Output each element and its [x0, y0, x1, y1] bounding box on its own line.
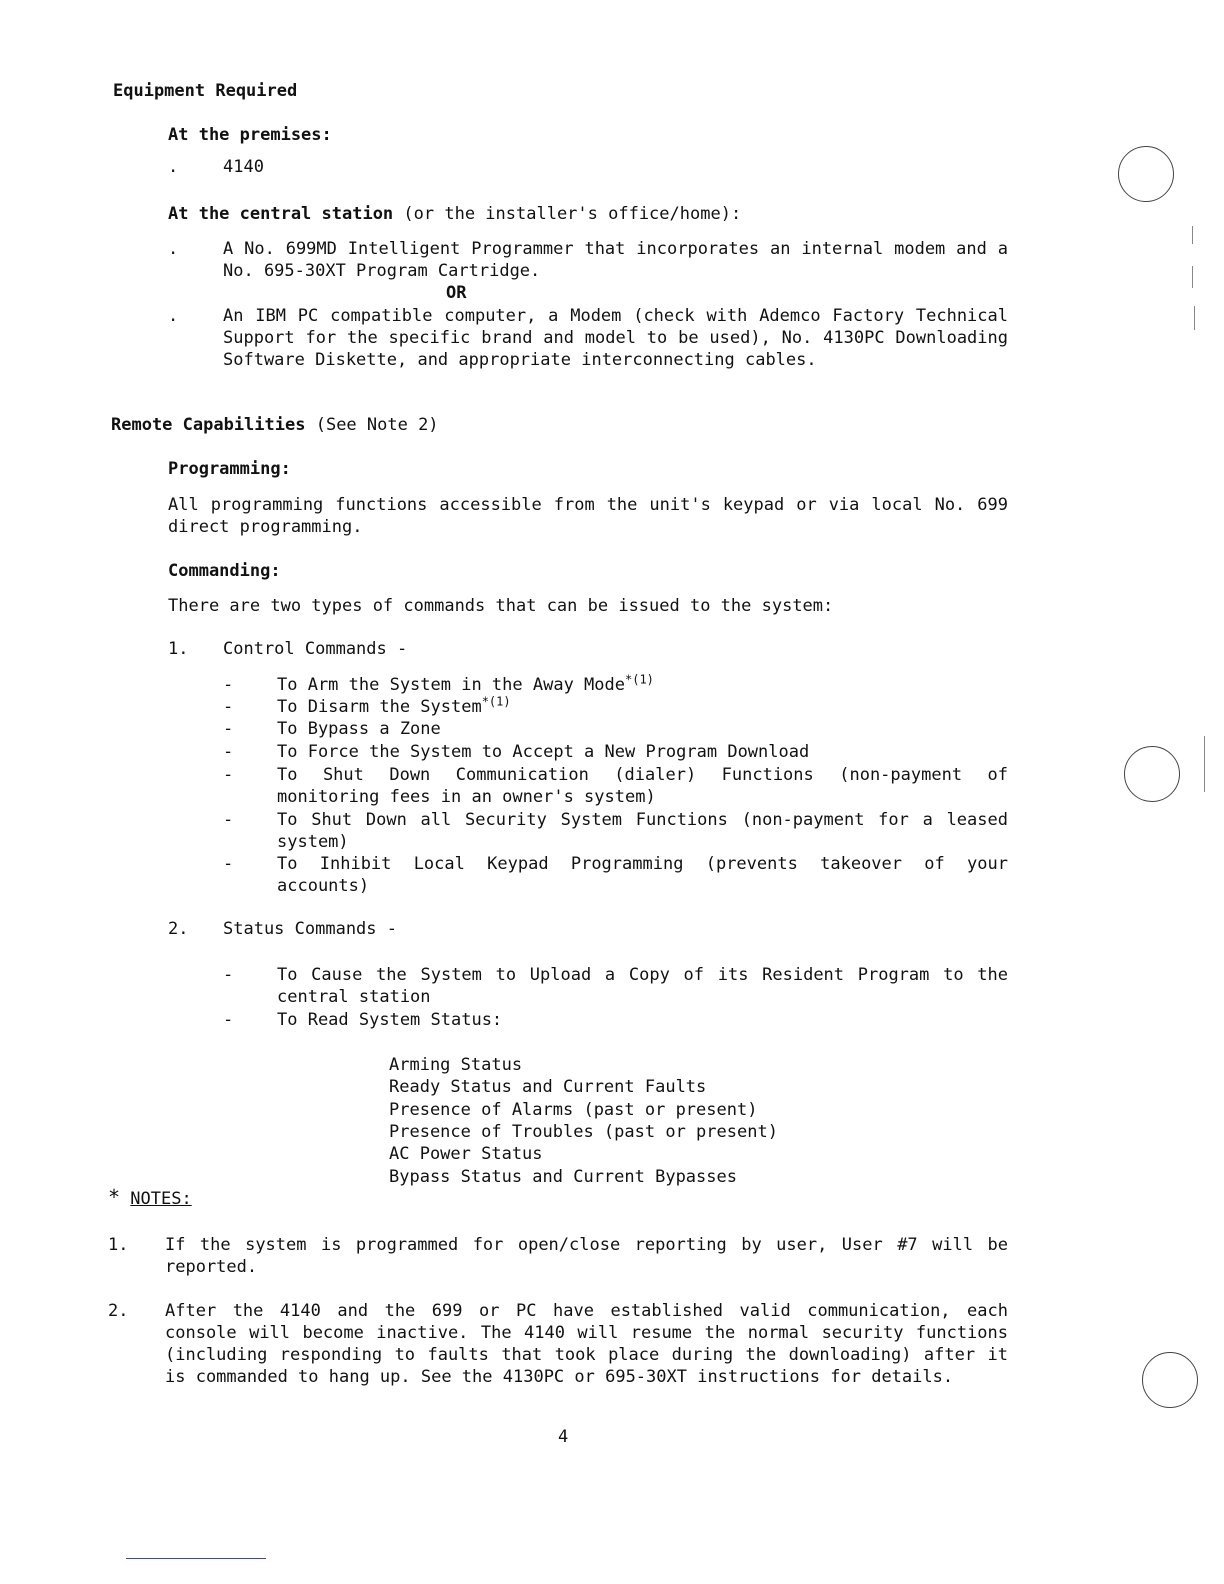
note-2-text: After the 4140 and the 699 or PC have established valid communication, each console will become inactive. The 4140 will resume the normal security functions (including responding to faults that took place during the downloading) after it is commanded to hang up. See the 4130PC or 695-30XT instructions for details. — [165, 1301, 1008, 1387]
note-1-text: If the system is programmed for open/close reporting by user, User #7 will be reported. — [165, 1235, 1008, 1277]
status-dash-1: - — [223, 1010, 234, 1030]
remote-heading: Remote Capabilities — [111, 415, 306, 435]
note-1-number: 1. — [108, 1235, 129, 1255]
control-item-5: To Shut Down all Security System Functions (non-payment for a leased system) — [277, 810, 1008, 852]
margin-mark-4 — [1204, 736, 1205, 792]
control-dash-0: - — [223, 675, 234, 695]
status-label: Status Commands - — [223, 919, 397, 939]
status-list-item-5: Bypass Status and Current Bypasses — [389, 1167, 737, 1187]
equipment-heading: Equipment Required — [113, 81, 298, 101]
status-item-1: To Read System Status: — [277, 1010, 503, 1030]
status-list-item-3: Presence of Troubles (past or present) — [389, 1122, 778, 1142]
notes-heading: NOTES: — [130, 1189, 192, 1209]
central-bullet-1: . — [168, 239, 179, 259]
central-suffix: (or the installer's office/home): — [403, 204, 742, 224]
note-2-number: 2. — [108, 1301, 129, 1321]
margin-mark-2 — [1192, 266, 1193, 288]
programming-text: All programming functions accessible from the unit's keypad or via local No. 699 direct programming. — [168, 495, 1008, 537]
status-number: 2. — [168, 919, 189, 939]
status-list-item-4: AC Power Status — [389, 1144, 543, 1164]
central-item-2: An IBM PC compatible computer, a Modem (check with Ademco Factory Technical Support for the specific brand and model to be used), No. 4130PC Downloading Software Diskette, and appropriate interconnecting cables. — [223, 306, 1008, 370]
control-item-3: To Force the System to Accept a New Program Download — [277, 742, 810, 762]
commanding-label: Commanding: — [168, 561, 281, 581]
status-list-item-1: Ready Status and Current Faults — [389, 1077, 707, 1097]
control-item-0-mark: *(1) — [625, 672, 654, 687]
remote-heading-suffix: (See Note 2) — [315, 415, 439, 435]
control-item-4: To Shut Down Communication (dialer) Functions (non-payment of monitoring fees in an owner's system) — [277, 765, 1008, 807]
control-dash-2: - — [223, 719, 234, 739]
commanding-text: There are two types of commands that can be issued to the system: — [168, 596, 834, 616]
status-item-0: To Cause the System to Upload a Copy of its Resident Program to the central station — [277, 965, 1008, 1007]
premises-label: At the premises: — [168, 125, 332, 145]
status-list-item-0: Arming Status — [389, 1055, 523, 1075]
binder-hole-bottom — [1142, 1352, 1198, 1408]
notes-heading-line — [108, 1186, 192, 1210]
control-dash-6: - — [223, 854, 234, 874]
footer-rule — [126, 1558, 266, 1559]
control-item-0 — [277, 674, 654, 696]
control-dash-3: - — [223, 742, 234, 762]
control-item-1-text: To Disarm the System — [277, 697, 482, 717]
premises-bullet: . — [168, 157, 179, 177]
margin-mark-1 — [1192, 226, 1193, 244]
central-line — [168, 203, 741, 225]
remote-heading-line — [111, 414, 439, 436]
central-label: At the central station — [168, 204, 394, 224]
control-dash-4: - — [223, 765, 234, 785]
control-item-6: To Inhibit Local Keypad Programming (prevents takeover of your accounts) — [277, 854, 1008, 896]
control-dash-5: - — [223, 810, 234, 830]
programming-label: Programming: — [168, 459, 291, 479]
central-bullet-2: . — [168, 306, 179, 326]
control-label: Control Commands - — [223, 639, 408, 659]
control-item-0-text: To Arm the System in the Away Mode — [277, 675, 625, 695]
status-list-item-2: Presence of Alarms (past or present) — [389, 1100, 758, 1120]
control-item-1 — [277, 696, 511, 718]
status-dash-0: - — [223, 965, 234, 985]
page-number: 4 — [558, 1427, 569, 1447]
control-item-1-mark: *(1) — [481, 694, 511, 709]
notes-star: * — [108, 1185, 121, 1209]
binder-hole-middle — [1124, 746, 1180, 802]
binder-hole-top — [1118, 146, 1174, 202]
central-item-1: A No. 699MD Intelligent Programmer that incorporates an internal modem and a No. 695-30XT Program Cartridge. — [223, 239, 1008, 281]
or-label: OR — [446, 283, 467, 303]
premises-item: 4140 — [223, 157, 264, 177]
control-item-2: To Bypass a Zone — [277, 719, 441, 739]
margin-mark-3 — [1194, 306, 1195, 330]
control-dash-1: - — [223, 697, 234, 717]
control-number: 1. — [168, 639, 189, 659]
